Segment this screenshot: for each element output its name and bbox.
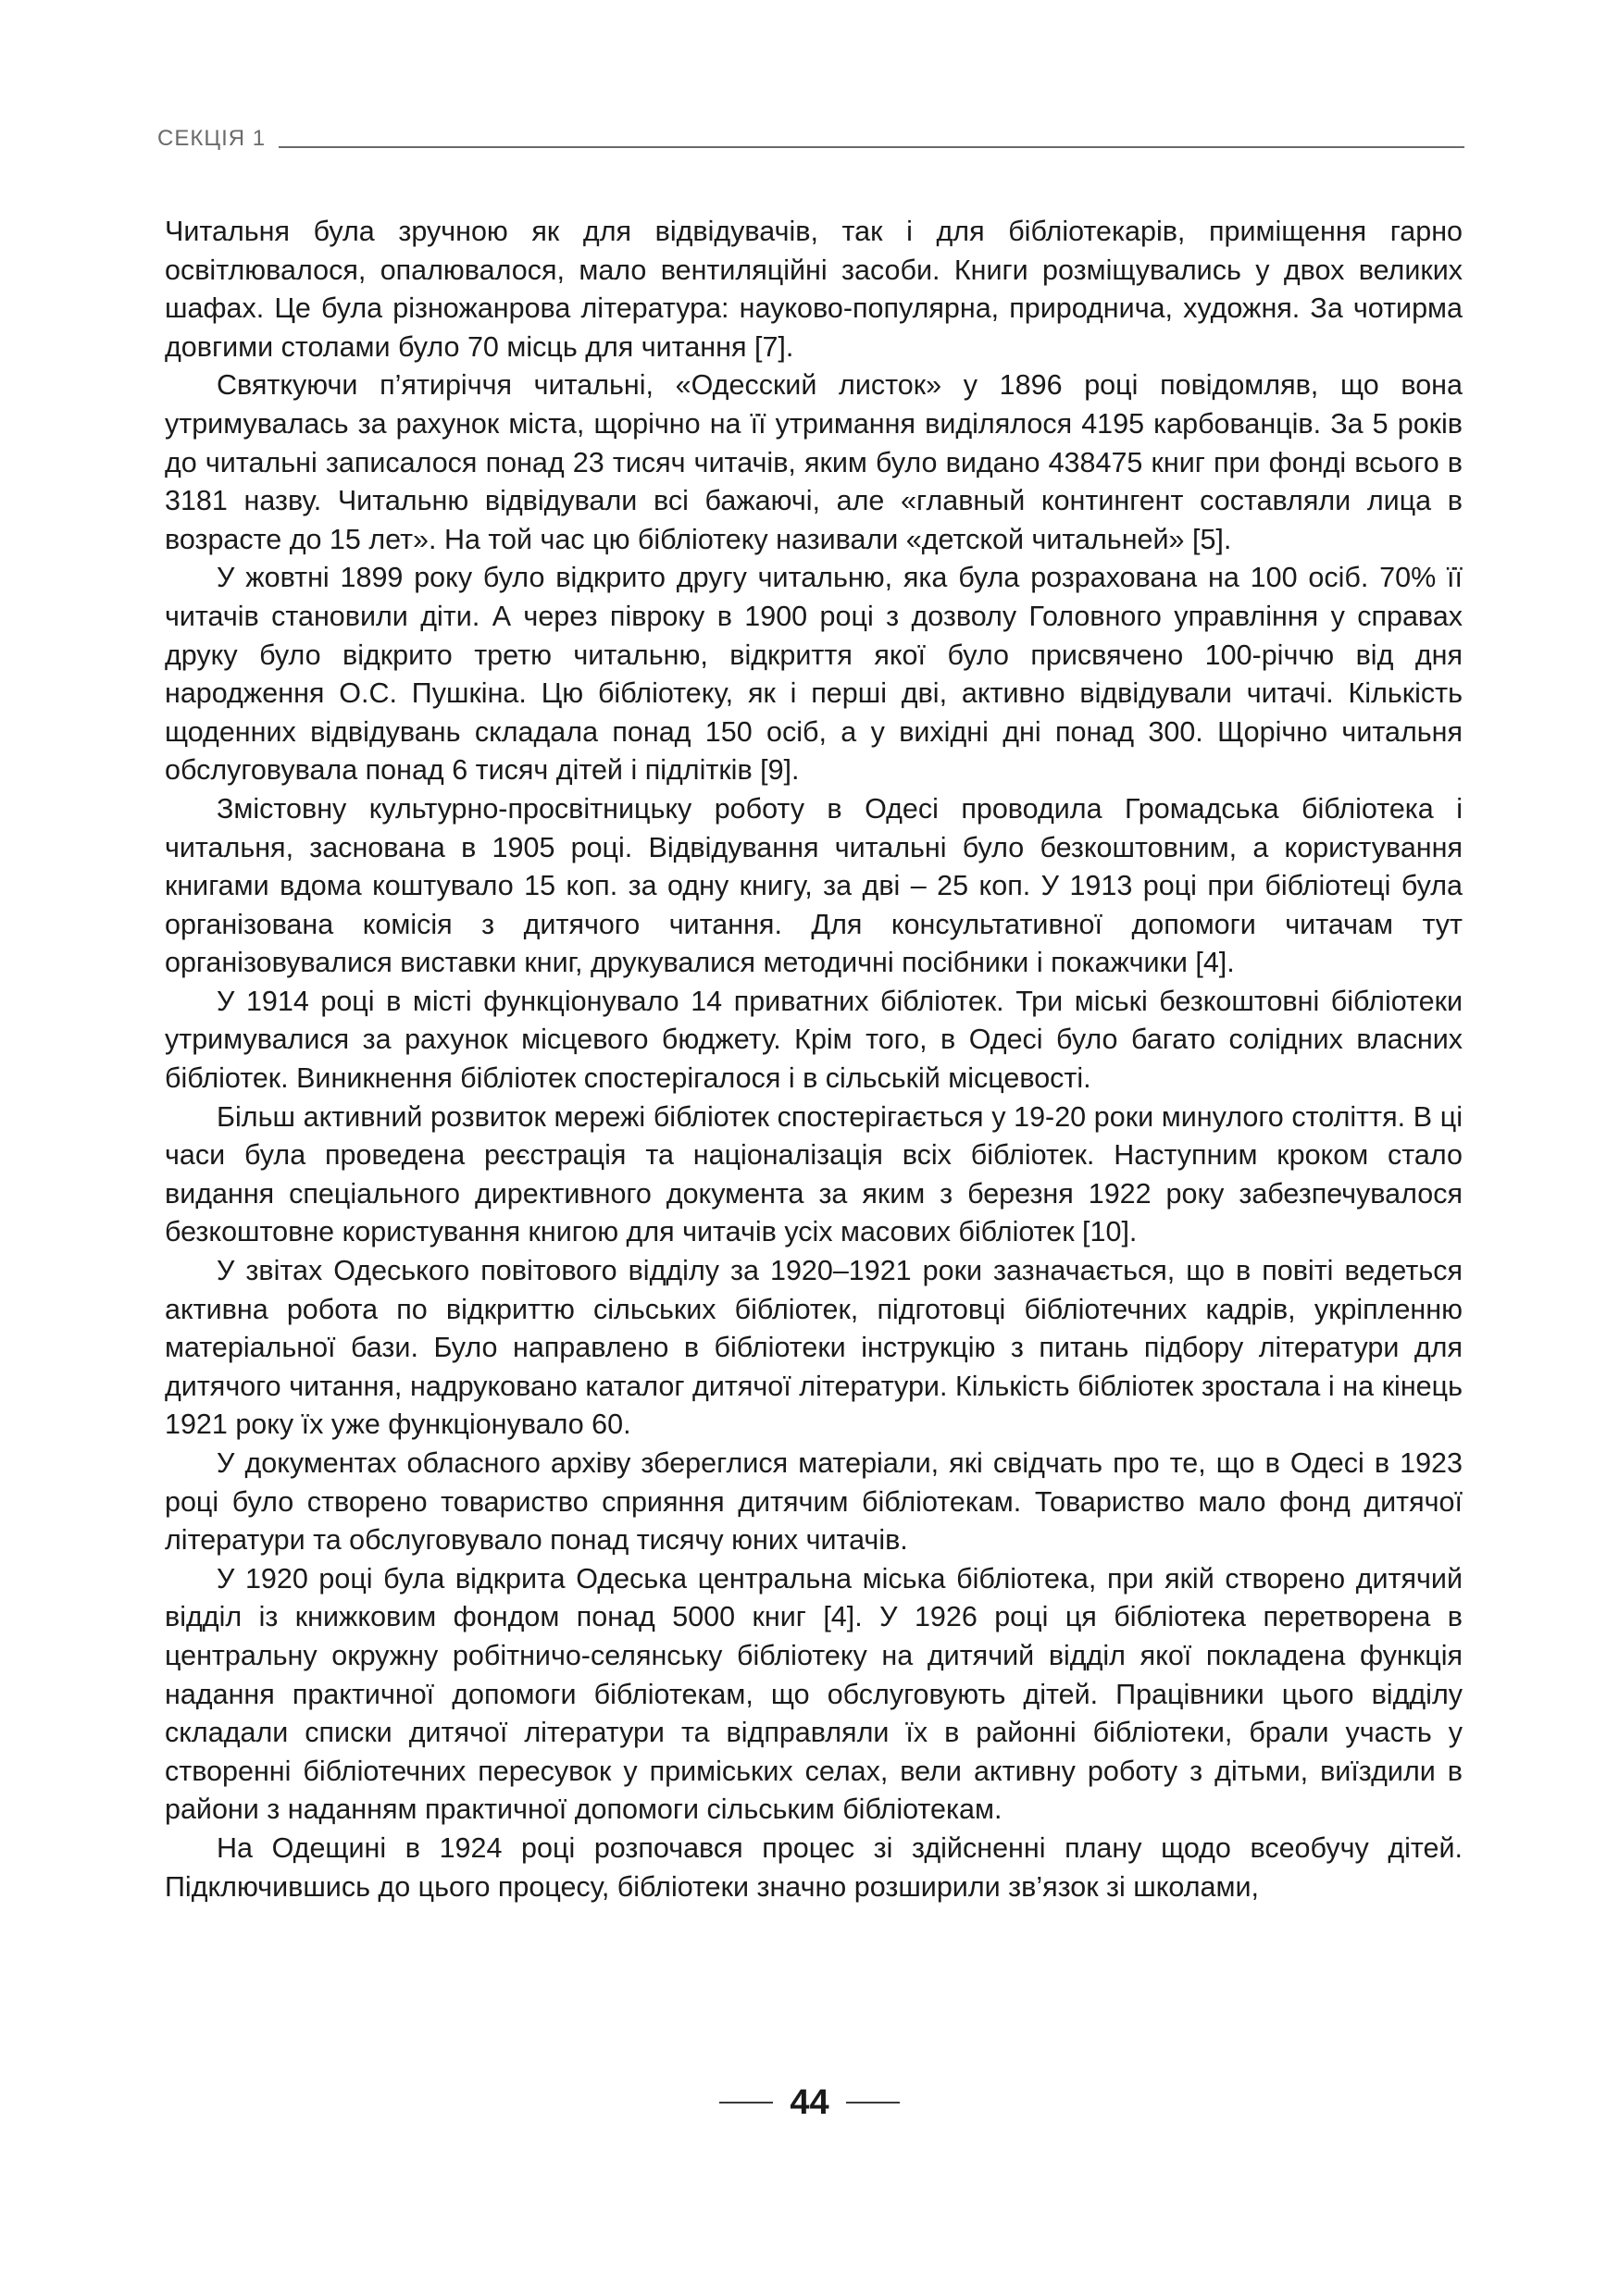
footer-rule-right [846, 2102, 900, 2104]
paragraph: У звітах Одеського повітового відділу за 1920–1921 роки зазначається, що в повіті ведеться активна робота по відкриттю сільських бібліотек, підготовці бібліотечних кадрів, укріпленню матеріальної бази. Було направлено в бібліотеки інструкцію з питань підбору літератури для дитячого читання, надруковано каталог дитячої літератури. Кількість бібліотек зростала і на кінець 1921 року їх уже функціонувало 60. [165, 1255, 1463, 1441]
paragraph: У 1920 році була відкрита Одеська центральна міська бібліотека, при якій створено дитячий відділ із книжковим фондом понад 5000 книг [4]. У 1926 році ця бібліотека перетворена в центральну окружну робітничо-селянську бібліотеку на дитячий відділ якої покладена функція надання практичної допомоги бібліотекам, що обслуговують дітей. Працівники цього відділу складали списки дитячої літератури та відправляли їх в районні бібліотеки, брали участь у створенні бібліотечних пересувок у приміських селах, вели активну роботу з дітьми, виїздили в райони з наданням практичної допомоги сільським бібліотекам. [165, 1562, 1463, 1826]
paragraph: У 1914 році в місті функціонувало 14 приватних бібліотек. Три міські безкоштовні бібліотеки утримувалися за рахунок місцевого бюджету. Крім того, в Одесі було багато солідних власних бібліотек. Виникнення бібліотек спостерігалося і в сільській місцевості. [165, 985, 1463, 1095]
paragraph: Святкуючи п’ятиріччя читальні, «Одесский листок» у 1896 році повідомляв, що вона утримувалась за рахунок міста, щорічно на її утримання виділялося 4195 карбованців. За 5 років до читальні записалося понад 23 тисяч читачів, яким було видано 438475 книг при фонді всього в 3181 назву. Читальню відвідували всі бажаючі, але «главный контингент составляли лица в возрасте до 15 лет». На той час цю бібліотеку називали «детской читальней» [5]. [165, 369, 1463, 555]
paragraph: На Одещині в 1924 році розпочався процес зі здійсненні плану щодо всеобучу дітей. Підключившись до цього процесу, бібліотеки значно розширили зв’язок зі школами, [165, 1831, 1463, 1903]
page-number: 44 [790, 2083, 829, 2122]
header-rule [279, 146, 1464, 148]
page-footer [0, 2082, 1619, 2123]
running-header [157, 118, 1464, 150]
paragraph: Більш активний розвиток мережі бібліотек спостерігається у 19-20 роки минулого століття. В ці часи була проведена реєстрація та націоналізація всіх бібліотек. Наступним кроком стало видання спеціального директивного документа за яким з березня 1922 року забезпечувалося безкоштовне користування книгою для читачів усіх масових бібліотек [10]. [165, 1100, 1463, 1248]
paragraph: Змістовну культурно-просвітницьку роботу в Одесі проводила Громадська бібліотека і читальня, заснована в 1905 році. Відвідування читальні було безкоштовним, а користування книгами вдома коштувало 15 коп. за одну книгу, за дві – 25 коп. У 1913 році при бібліотеці була організована комісія з дитячого читання. Для консультативної допомоги читачам тут організовувалися виставки книг, друкувалися методичні посібники і покажчики [4]. [165, 792, 1463, 979]
paragraph: У жовтні 1899 року було відкрито другу читальню, яка була розрахована на 100 осіб. 70% її читачів становили діти. А через півроку в 1900 році з дозволу Головного управління у справах друку було відкрито третю читальню, відкриття якої було присвячено 100-річчю від дня народження О.С. Пушкіна. Цю бібліотеку, як і перші дві, активно відвідували читачі. Кількість щоденних відвідувань складала понад 150 осіб, а у вихідні дні понад 300. Щорічно читальня обслуговувала понад 6 тисяч дітей і підлітків [9]. [165, 562, 1463, 787]
paragraph: Читальня була зручною як для відвідувачів, так і для бібліотекарів, приміщення гарно освітлювалося, опалювалося, мало вентиляційні засоби. Книги розміщувались у двох великих шафах. Це була різножанрова література: науково-популярна, природнича, художня. За чотирма довгими столами було 70 місць для читання [7]. [165, 216, 1463, 363]
footer-rule-left [719, 2102, 773, 2104]
section-label: СЕКЦІЯ 1 [157, 126, 267, 151]
paragraph: У документах обласного архіву збереглися матеріали, які свідчать про те, що в Одесі в 1923 році було створено товариство сприяння дитячим бібліотекам. Товариство мало фонд дитячої літератури та обслуговувало понад тисячу юних читачів. [165, 1447, 1463, 1557]
body-text [165, 213, 1463, 1906]
